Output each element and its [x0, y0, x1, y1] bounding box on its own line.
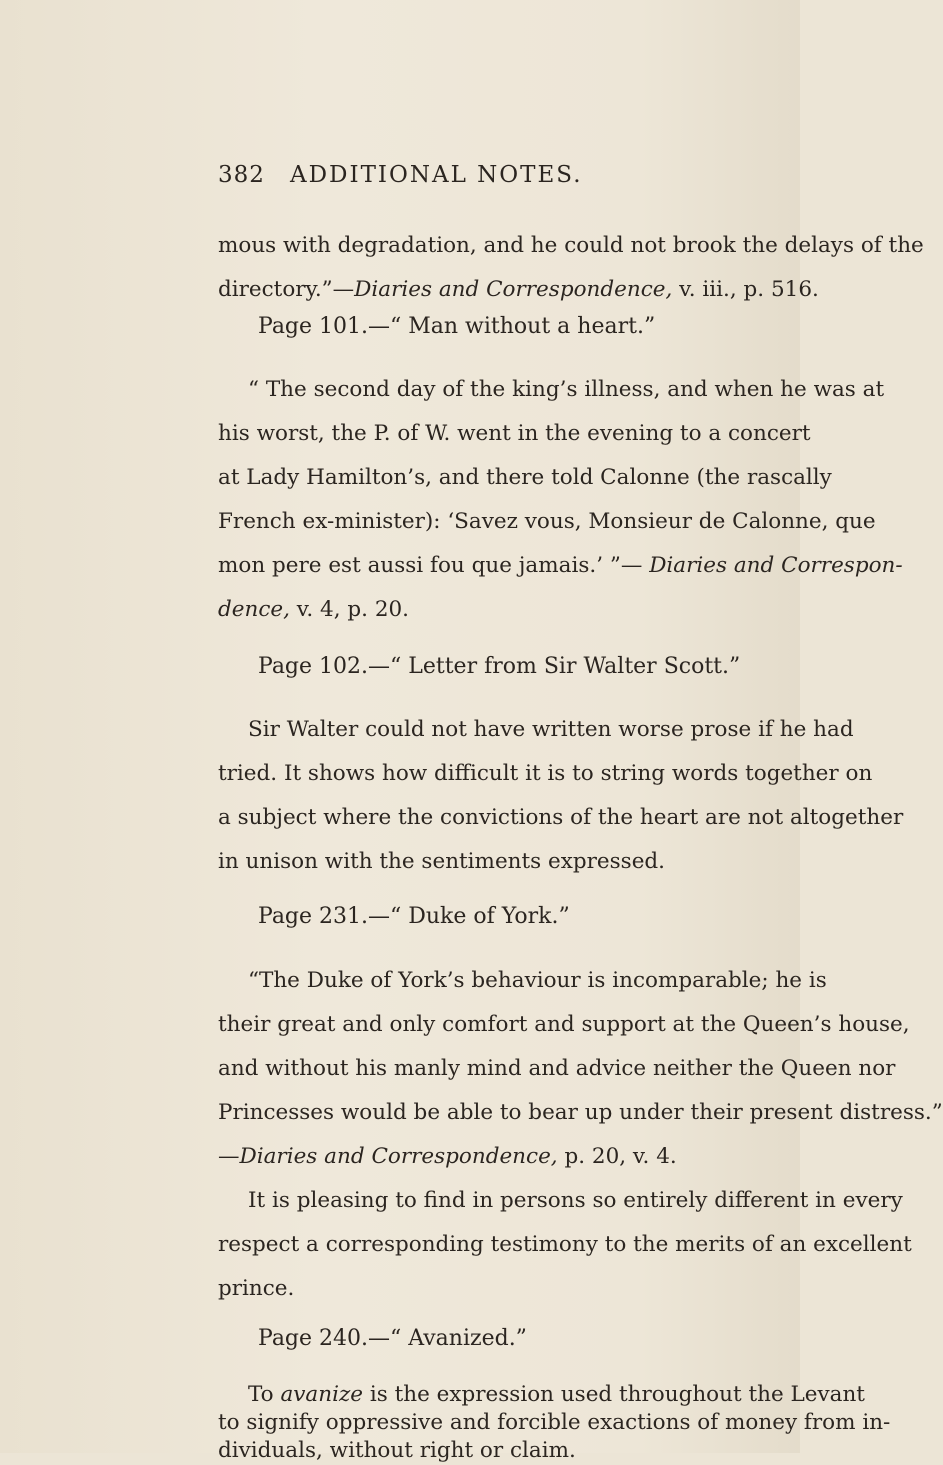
- text-line: a subject where the convictions of the heart are not altogether: [218, 805, 904, 830]
- text-line: their great and only comfort and support at the Queen’s house,: [218, 1012, 910, 1037]
- section-heading-page-101: Page 101.—“ Man without a heart.”: [258, 314, 656, 339]
- text-line: prince.: [218, 1276, 295, 1301]
- section-heading-page-240: Page 240.—“ Avanized.”: [258, 1326, 527, 1351]
- paragraph-2: [218, 368, 903, 632]
- text-line: respect a corresponding testimony to the merits of an excellent: [218, 1232, 912, 1257]
- text-line: in unison with the sentiments expressed.: [218, 849, 666, 874]
- paragraph-5: [218, 1381, 891, 1465]
- page-number: 382: [218, 162, 265, 188]
- text-line: mon pere est aussi fou que jamais.’ ”— Diaries and Correspon-: [218, 553, 903, 578]
- text-line: It is pleasing to find in persons so entirely different in every: [248, 1188, 903, 1213]
- section-heading-page-231: Page 231.—“ Duke of York.”: [258, 904, 570, 929]
- text-line: —Diaries and Correspondence, p. 20, v. 4.: [218, 1144, 677, 1169]
- paragraph-1: [218, 224, 924, 312]
- text-line: Sir Walter could not have written worse prose if he had: [248, 717, 854, 742]
- text-line: mous with degradation, and he could not brook the delays of the: [218, 233, 924, 258]
- text-line: Princesses would be able to bear up under their present distress.”: [218, 1100, 943, 1125]
- text-line: dividuals, without right or claim.: [218, 1438, 576, 1463]
- paragraph-3: [218, 708, 904, 884]
- text-line: “The Duke of York’s behaviour is incomparable; he is: [248, 968, 827, 993]
- text-line: directory.”—Diaries and Correspondence, v. iii., p. 516.: [218, 277, 819, 302]
- text-line: “ The second day of the king’s illness, and when he was at: [248, 377, 885, 402]
- text-line: tried. It shows how difficult it is to string words together on: [218, 761, 873, 786]
- text-line: dence, v. 4, p. 20.: [218, 597, 410, 622]
- text-line: To avanize is the expression used throughout the Levant: [248, 1382, 865, 1407]
- text-line: to signify oppressive and forcible exactions of money from in-: [218, 1410, 891, 1435]
- text-line: and without his manly mind and advice neither the Queen nor: [218, 1056, 896, 1081]
- running-title: ADDITIONAL NOTES.: [290, 162, 583, 188]
- paragraph-4: [218, 959, 943, 1311]
- text-line: his worst, the P. of W. went in the evening to a concert: [218, 421, 811, 446]
- text-line: French ex-minister): ‘Savez vous, Monsieur de Calonne, que: [218, 509, 876, 534]
- section-heading-page-102: Page 102.—“ Letter from Sir Walter Scott.”: [258, 654, 741, 679]
- text-line: at Lady Hamilton’s, and there told Calonne (the rascally: [218, 465, 832, 490]
